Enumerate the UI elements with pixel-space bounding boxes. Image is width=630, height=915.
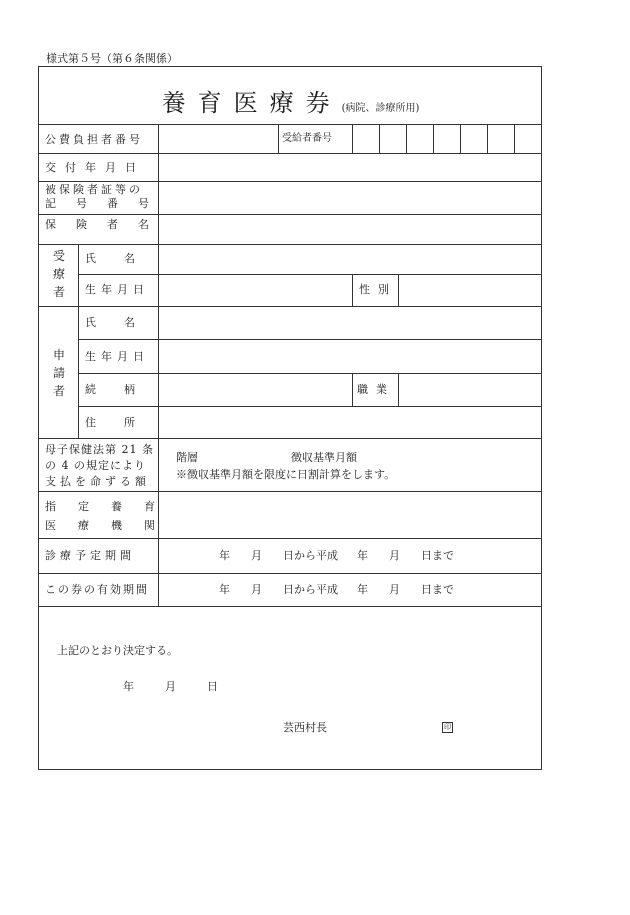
rule: [39, 306, 542, 307]
period-month2: 月: [389, 549, 400, 562]
rule: [39, 244, 542, 245]
form-caption: 様式第５号（第６条関係）: [46, 52, 178, 65]
rule: [39, 214, 542, 215]
rule: [78, 373, 542, 374]
payment-tier: 階層: [176, 451, 198, 464]
title-main: 養育医療券: [161, 89, 342, 117]
period-year: 年: [219, 583, 230, 596]
rule: [398, 274, 399, 306]
period-year2: 年: [357, 583, 368, 596]
rule: [278, 124, 279, 153]
rule: [514, 124, 515, 153]
period-from: 日から平成: [283, 583, 338, 596]
rule: [78, 406, 542, 407]
rule: [39, 538, 542, 539]
footer-day: 日: [207, 680, 218, 693]
footer-year: 年: [123, 680, 134, 693]
label-applicant-relationship: 続柄: [85, 383, 163, 396]
period-month: 月: [251, 583, 262, 596]
label-applicant-name: 氏名: [85, 316, 163, 329]
rule: [352, 373, 353, 406]
label-applicant-occupation: 職業: [357, 383, 395, 396]
medical-care-voucher-form: [38, 66, 542, 770]
label-payment-1: 母子保健法第 21 条: [45, 443, 154, 456]
footer-month: 月: [165, 680, 176, 693]
period-from: 日から平成: [283, 549, 338, 562]
rule: [39, 181, 542, 182]
payment-note: ※徴収基準月額を限度に日割計算をします。: [176, 468, 396, 481]
rule: [352, 124, 353, 153]
title-sub: (病院、診療所用): [341, 103, 420, 114]
decision-statement: 上記のとおり決定する。: [57, 644, 178, 657]
payment-monthly: 徴収基準月額: [291, 451, 357, 464]
signer: 芸西村長: [283, 721, 327, 734]
period-until: 日まで: [421, 583, 454, 596]
label-applicant-address: 住所: [85, 416, 163, 429]
rule: [78, 274, 542, 275]
rule: [39, 573, 542, 574]
label-applicant-group: 申請者: [52, 348, 65, 398]
label-patient-group: 受療者: [52, 249, 65, 299]
label-issue-date: 交付年月日: [45, 161, 145, 174]
period-until: 日まで: [421, 549, 454, 562]
rule: [39, 491, 542, 492]
label-insurer-name: 保険者名: [45, 218, 169, 231]
label-patient-birthdate: 生年月日: [85, 283, 149, 296]
rule: [398, 373, 399, 406]
rule: [78, 244, 79, 438]
period-year2: 年: [357, 549, 368, 562]
rule: [352, 274, 353, 306]
label-payment-2: の 4 の規定により: [45, 459, 146, 472]
form-title: [39, 83, 542, 118]
rule: [379, 124, 380, 153]
rule: [39, 606, 542, 607]
label-valid-period: この券の有効期間: [45, 583, 149, 596]
label-recipient-no: 受給者番号: [282, 133, 332, 144]
label-payment-3: 支払を命ずる額: [45, 475, 150, 488]
label-designated-1: 指定養育: [45, 500, 177, 513]
label-patient-sex: 性別: [359, 283, 397, 296]
rule: [406, 124, 407, 153]
label-insured-cert-1: 被保険者証等の: [45, 183, 143, 196]
label-designated-2: 医療機関: [45, 519, 177, 532]
period-month2: 月: [389, 583, 400, 596]
rule: [39, 124, 542, 125]
rule: [39, 153, 542, 154]
rule: [460, 124, 461, 153]
label-patient-name: 氏名: [85, 252, 163, 265]
rule: [487, 124, 488, 153]
seal-mark: 印: [444, 723, 451, 731]
label-insured-cert-2: 記号番号: [45, 197, 169, 210]
rule: [39, 438, 542, 439]
period-year: 年: [219, 549, 230, 562]
period-month: 月: [251, 549, 262, 562]
label-applicant-birthdate: 生年月日: [85, 350, 149, 363]
label-treatment-period: 診療予定期間: [45, 549, 135, 562]
rule: [433, 124, 434, 153]
rule: [78, 339, 542, 340]
label-public-payer-no: 公費負担者番号: [45, 133, 143, 146]
